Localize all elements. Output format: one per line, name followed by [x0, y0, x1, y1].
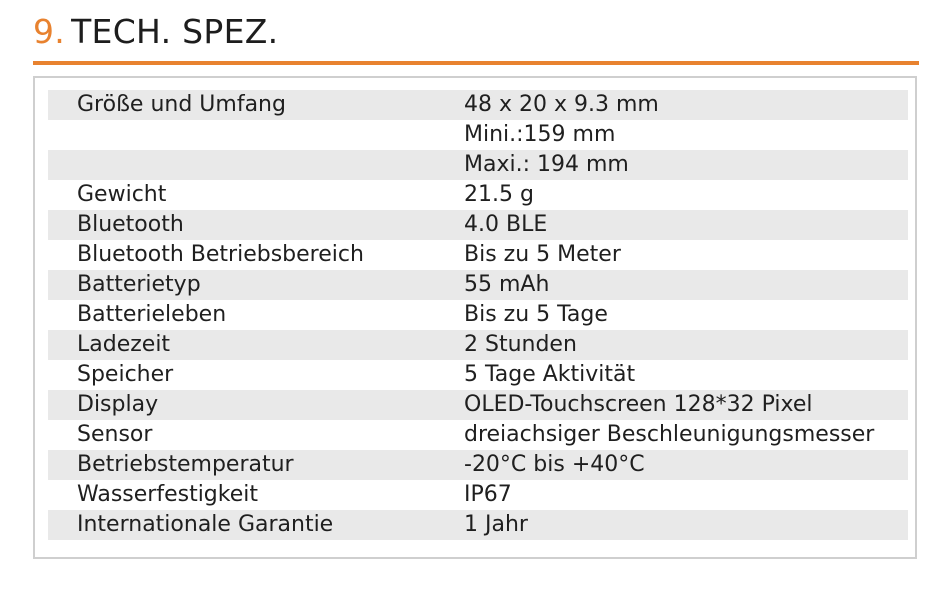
table-row: [48, 510, 908, 540]
table-row: [48, 390, 908, 420]
spec-value: OLED-Touchscreen 128*32 Pixel: [464, 392, 813, 417]
spec-label: Wasserfestigkeit: [77, 482, 259, 507]
spec-label: Display: [77, 392, 159, 417]
section-title: TECH. SPEZ.: [71, 12, 279, 51]
spec-rows: [48, 90, 908, 540]
spec-label: Sensor: [77, 422, 153, 447]
spec-value: 48 x 20 x 9.3 mm: [464, 92, 659, 117]
spec-value: IP67: [464, 482, 512, 507]
table-row: [48, 480, 908, 510]
spec-value: Bis zu 5 Meter: [464, 242, 621, 267]
table-row: [48, 240, 908, 270]
spec-value: 1 Jahr: [464, 512, 528, 537]
spec-value: 21.5 g: [464, 182, 534, 207]
spec-label: Größe und Umfang: [77, 92, 286, 117]
table-row: [48, 360, 908, 390]
spec-value: -20°C bis +40°C: [464, 452, 645, 477]
section-number: 9.: [33, 12, 66, 51]
spec-label: Gewicht: [77, 182, 167, 207]
spec-value: Maxi.: 194 mm: [464, 152, 629, 177]
spec-label: Bluetooth: [77, 212, 184, 237]
spec-label: Internationale Garantie: [77, 512, 334, 537]
table-row: [48, 150, 908, 180]
spec-value: 4.0 BLE: [464, 212, 548, 237]
spec-table: [33, 76, 917, 559]
spec-value: 55 mAh: [464, 272, 550, 297]
section-heading: [33, 10, 278, 60]
table-row: [48, 270, 908, 300]
table-row: [48, 210, 908, 240]
table-row: [48, 330, 908, 360]
table-row: [48, 120, 908, 150]
spec-value: 2 Stunden: [464, 332, 577, 357]
table-row: [48, 300, 908, 330]
spec-label: Batterieleben: [77, 302, 227, 327]
spec-value: 5 Tage Aktivität: [464, 362, 636, 387]
spec-value: Mini.:159 mm: [464, 122, 616, 147]
table-row: [48, 180, 908, 210]
spec-value: dreiachsiger Beschleunigungsmesser: [464, 422, 875, 447]
spec-label: Bluetooth Betriebsbereich: [77, 242, 364, 267]
spec-label: Batterietyp: [77, 272, 201, 297]
heading-divider: [33, 61, 919, 65]
spec-label: Ladezeit: [77, 332, 171, 357]
table-row: [48, 420, 908, 450]
table-row: [48, 90, 908, 120]
spec-value: Bis zu 5 Tage: [464, 302, 608, 327]
table-row: [48, 450, 908, 480]
spec-label: Speicher: [77, 362, 174, 387]
spec-label: Betriebstemperatur: [77, 452, 294, 477]
